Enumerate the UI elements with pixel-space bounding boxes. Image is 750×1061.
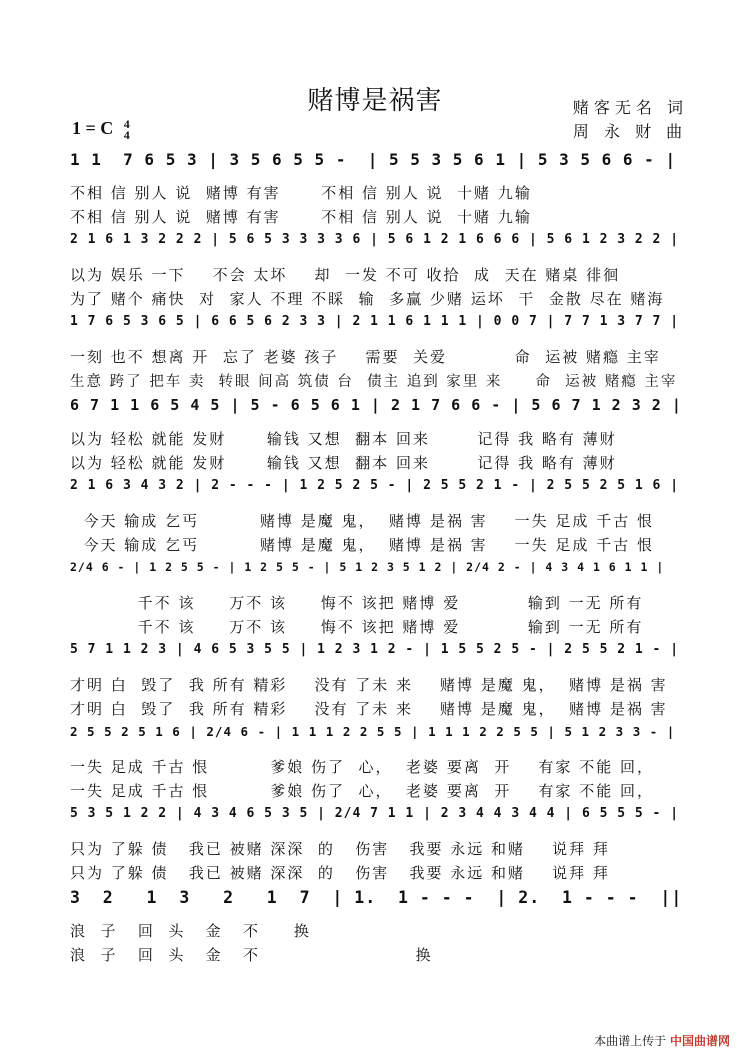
lyric-line-2: 为了 赌个 痛快 对 家人 不理 不睬 输 多赢 少赌 运坏 干 金散 尽在 赌海 [70,290,665,308]
lyric-line-2: 千不 该 万不 该 悔不 该把 赌博 爱 输到 一无 所有 [70,618,644,636]
lyric-line-2: 只为 了躲 债 我已 被赌 深深 的 伤害 我要 永远 和赌 说拜 拜 [70,864,610,882]
lyric-line-2: 浪 子 回 头 金 不 换 [70,946,433,964]
footer-logo: 中国曲谱网 [669,1034,730,1048]
lyric-line-1: 千不 该 万不 该 悔不 该把 赌博 爱 输到 一无 所有 [70,594,644,612]
notation-line: 5 3 5 1 2 2 | 4 3 4 6 5 3 5 | 2/4 7 1 1 | 2 3 4 4 3 4 4 | 6 5 5 5 - | [70,806,680,821]
lyric-line-1: 以为 娱乐 一下 不会 太坏 却 一发 不可 收拾 成 天在 赌桌 徘徊 [70,266,621,284]
lyric-line-2: 不相 信 别人 说 赌博 有害 不相 信 别人 说 十赌 九输 [70,208,532,226]
notation-line: 6 7 1 1 6 5 4 5 | 5 - 6 5 6 1 | 2 1 7 6 6 - | 5 6 7 1 2 3 2 | [70,396,682,414]
song-title: 赌博是祸害 [307,86,443,116]
notation-line: 1 7 6 5 3 6 5 | 6 6 5 6 2 3 3 | 2 1 1 6 1 1 1 | 0 0 7 | 7 7 1 3 7 7 | [70,314,680,329]
composer: 周 永 财 曲 [572,122,688,141]
notation-line: 3 2 1 3 2 1 7 | 1. 1 - - - | 2. 1 - - - || [70,888,682,907]
lyric-line-1: 只为 了躲 债 我已 被赌 深深 的 伤害 我要 永远 和赌 说拜 拜 [70,840,610,858]
lyric-line-1: 不相 信 别人 说 赌博 有害 不相 信 别人 说 十赌 九输 [70,184,532,202]
time-numerator: 4 [123,116,130,131]
notation-line: 5 7 1 1 2 3 | 4 6 5 3 5 5 | 1 2 3 1 2 - | 1 5 5 2 5 - | 2 5 5 2 1 - | [70,642,680,657]
footer [594,1032,730,1049]
lyric-line-2: 才明 白 毁了 我 所有 精彩 没有 了未 来 赌博 是魔 鬼， 赌博 是祸 害 [70,700,668,718]
lyric-line-2: 今天 输成 乞丐 赌博 是魔 鬼， 赌博 是祸 害 一失 足成 千古 恨 [70,536,654,554]
lyric-line-2: 生意 跨了 把车 卖 转眼 间高 筑债 台 债主 追到 家里 来 命 运被 赌瘾 主宰 [70,374,678,390]
lyric-line-2: 一失 足成 千古 恨 爹娘 伤了 心， 老婆 要离 开 有家 不能 回， [70,782,654,800]
key-label: 1 = C [72,118,114,138]
time-denominator: 4 [123,127,130,142]
lyric-line-2: 以为 轻松 就能 发财 输钱 又想 翻本 回来 记得 我 略有 薄财 [70,454,617,472]
notation-line: 2 1 6 3 4 3 2 | 2 - - - | 1 2 5 2 5 - | 2 5 5 2 1 - | 2 5 5 2 5 1 6 | [70,478,680,493]
lyric-line-1: 才明 白 毁了 我 所有 精彩 没有 了未 来 赌博 是魔 鬼， 赌博 是祸 害 [70,676,668,694]
lyricist: 赌客无名 词 [572,98,688,117]
notation-line: 2 1 6 1 3 2 2 2 | 5 6 5 3 3 3 3 6 | 5 6 1 2 1 6 6 6 | 5 6 1 2 3 2 2 | [70,232,680,247]
notation-line: 2 5 5 2 5 1 6 | 2/4 6 - | 1 1 1 2 2 5 5 | 1 1 1 2 2 5 5 | 5 1 2 3 3 - | [70,724,676,739]
notation-line: 2/4 6 - | 1 2 5 5 - | 1 2 5 5 - | 5 1 2 3 5 1 2 | 2/4 2 - | 4 3 4 1 6 1 1 | [70,560,665,574]
notation-line: 1 1 7 6 5 3 | 3 5 6 5 5 - | 5 5 3 5 6 1 | 5 3 5 6 6 - | [70,150,677,169]
lyric-line-1: 今天 输成 乞丐 赌博 是魔 鬼， 赌博 是祸 害 一失 足成 千古 恨 [70,512,654,530]
lyric-line-1: 以为 轻松 就能 发财 输钱 又想 翻本 回来 记得 我 略有 薄财 [70,430,617,448]
footer-text: 本曲谱上传于 [594,1034,667,1048]
lyric-line-1: 一失 足成 千古 恨 爹娘 伤了 心， 老婆 要离 开 有家 不能 回， [70,758,654,776]
lyric-line-1: 一刻 也不 想离 开 忘了 老婆 孩子 需要 关爱 命 运被 赌瘾 主宰 [70,348,661,366]
lyric-line-1: 浪 子 回 头 金 不 换 [70,922,311,940]
